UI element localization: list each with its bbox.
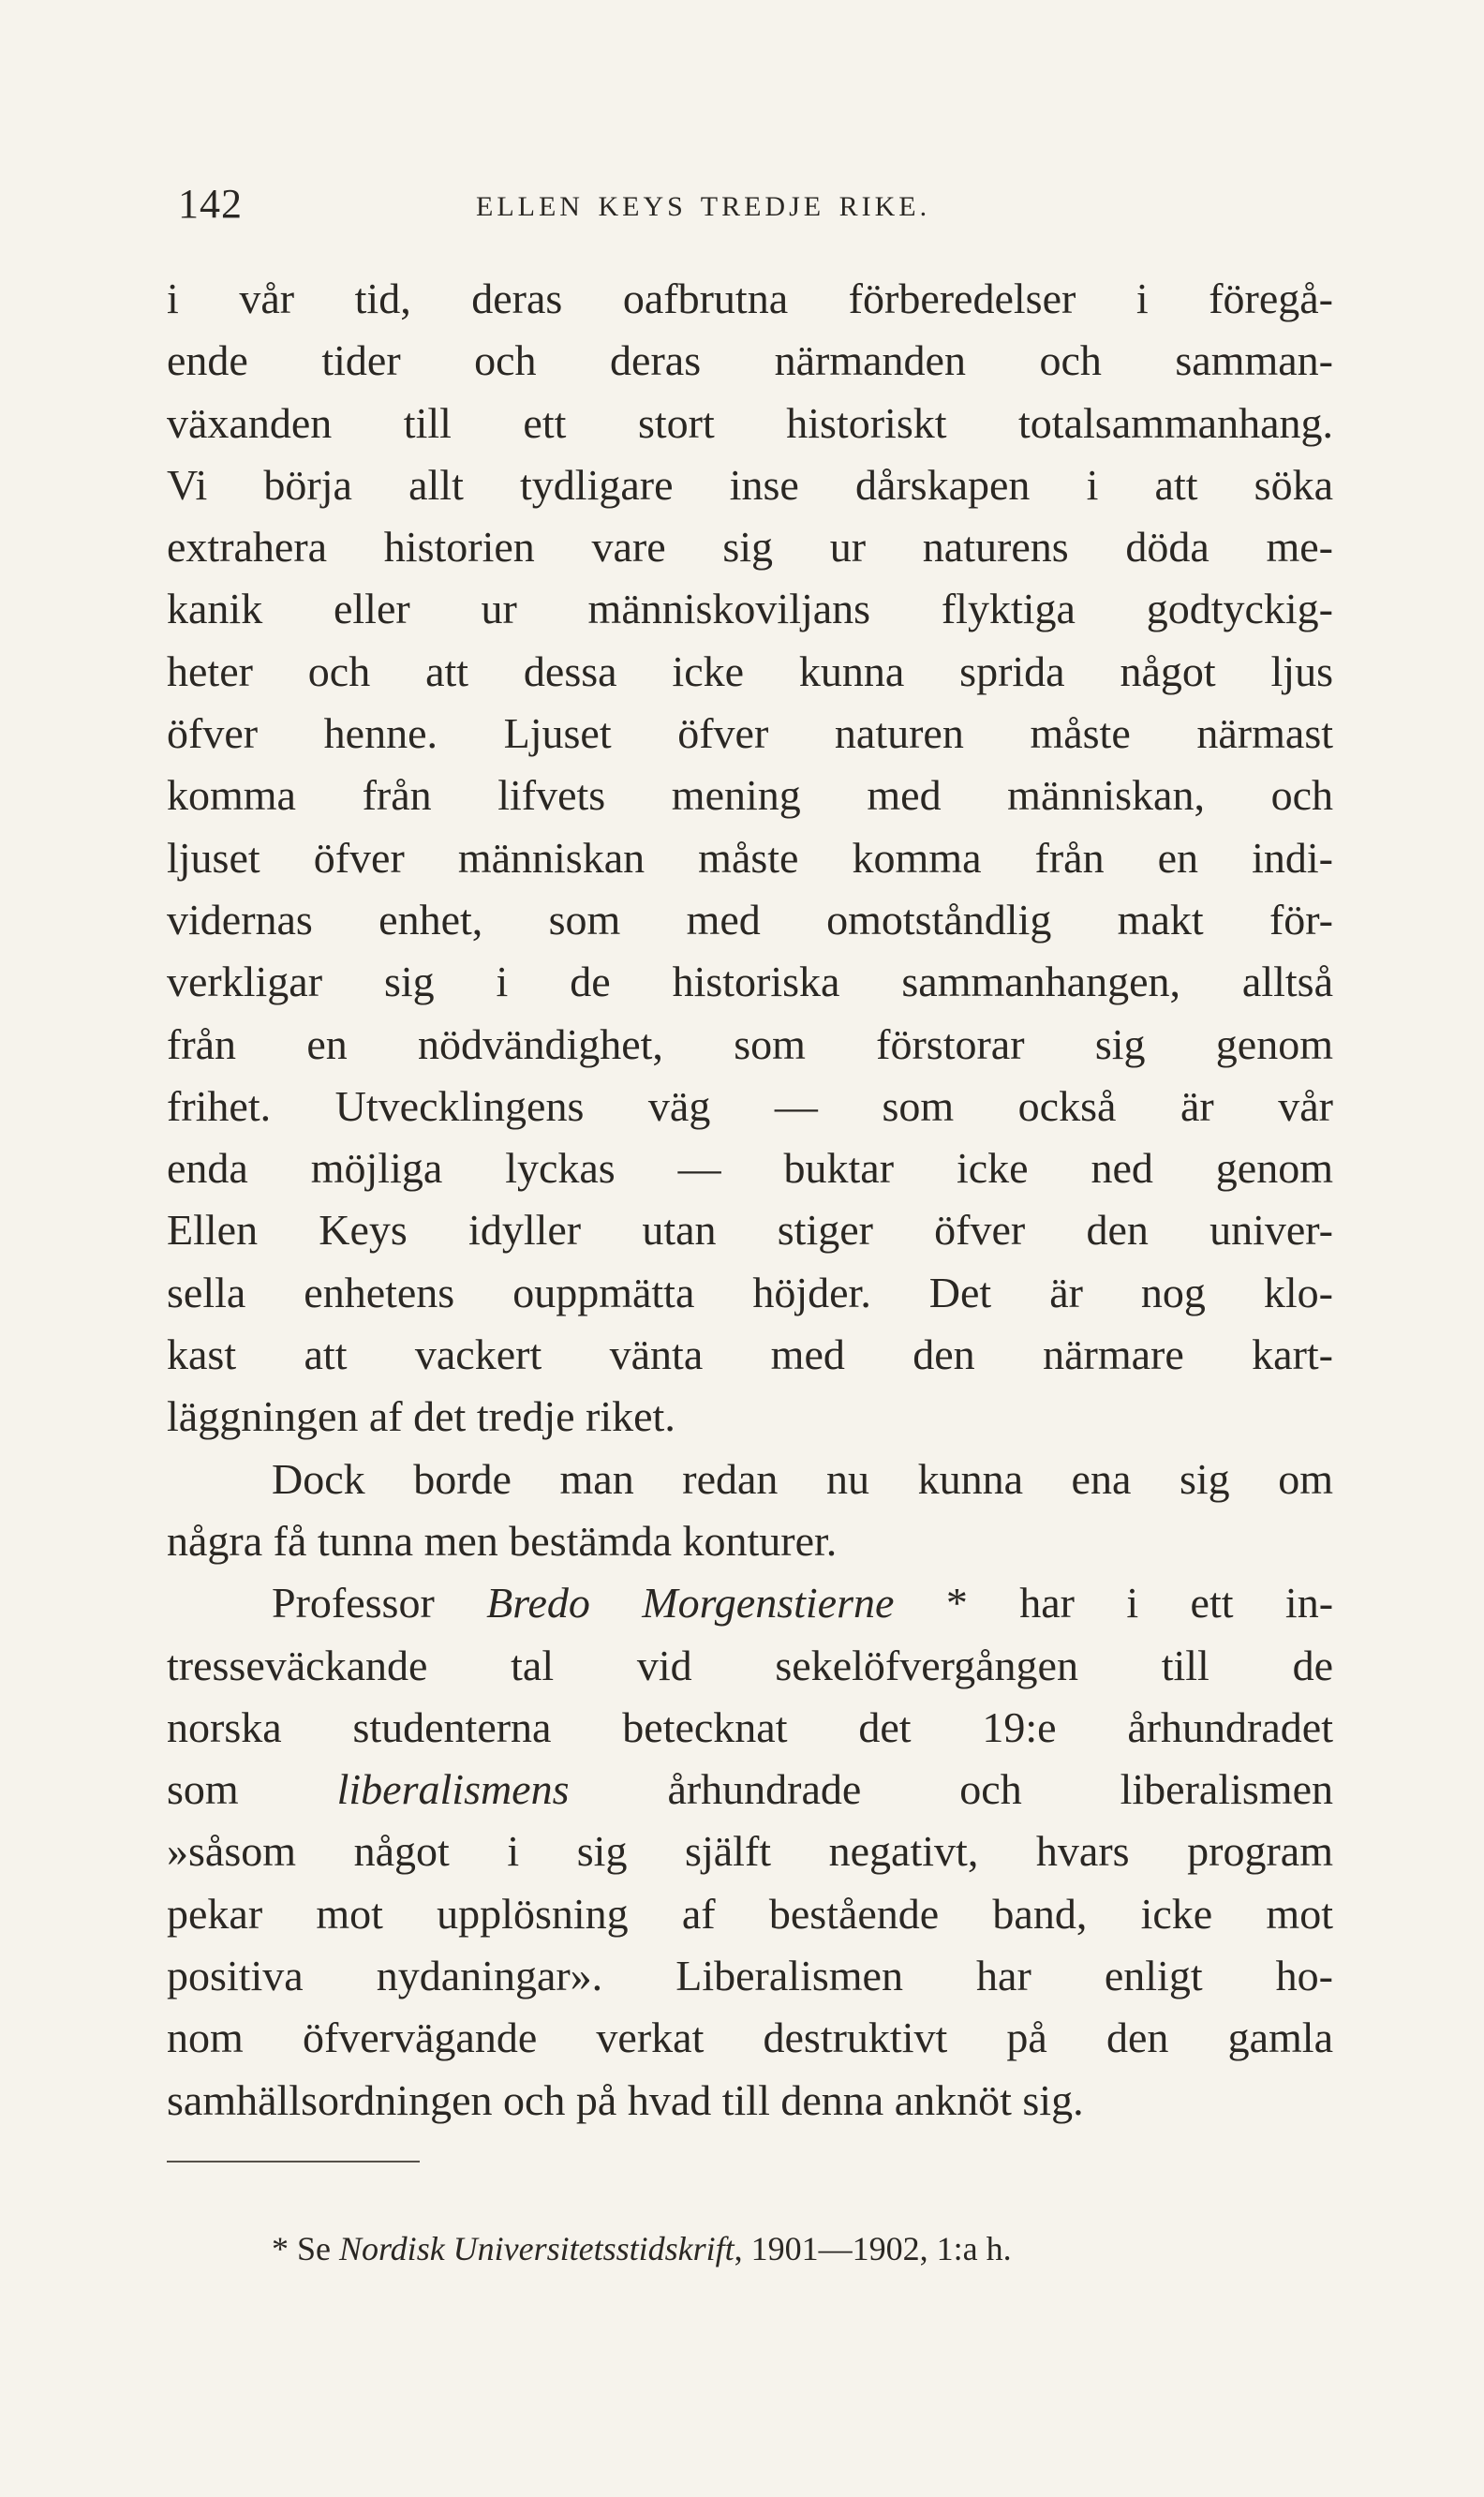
text-line: nom öfvervägande verkat destruktivt på den gamla — [167, 2014, 1333, 2062]
text-line: Ellen Keys idyller utan stiger öfver den univer- — [167, 1206, 1333, 1255]
text-span: har i ett in- — [1019, 1579, 1334, 1628]
text-line: Vi börja allt tydligare inse dårskapen i att söka — [167, 460, 1333, 509]
text-line: enda möjliga lyckas — buktar icke ned genom — [167, 1144, 1333, 1193]
footnote-marker: * — [894, 1579, 1020, 1628]
text-span: Professor — [272, 1579, 487, 1628]
emphasis: liberalismens — [336, 1765, 570, 1814]
text-line: ende tider och deras närmanden och samman- — [167, 336, 1333, 385]
author-name: Bredo Morgenstierne — [486, 1579, 895, 1628]
text-line: »såsom något i sig själft negativt, hvars program — [167, 1827, 1333, 1876]
text-line — [167, 1572, 1333, 1634]
text-line: från en nödvändighet, som förstorar sig genom — [167, 1019, 1333, 1068]
footnote — [272, 2221, 1302, 2277]
text-span: som — [167, 1765, 337, 1814]
text-line: Dock borde man redan nu kunna ena sig om — [272, 1454, 1333, 1503]
text-line: öfver henne. Ljuset öfver naturen måste närmast — [167, 709, 1333, 758]
footnote-rule — [167, 2161, 420, 2163]
text-line: sella enhetens ouppmätta höjder. Det är nog klo- — [167, 1268, 1333, 1316]
text-line — [167, 1759, 1333, 1821]
footnote-text: , 1901—1902, 1:a h. — [734, 2230, 1012, 2267]
footnote-text: * Se — [272, 2230, 339, 2267]
text-line: extrahera historien vare sig ur naturens döda me- — [167, 523, 1333, 572]
text-line: frihet. Utvecklingens väg — som också är vår — [167, 1081, 1333, 1130]
text-line: samhällsordningen och på hvad till denna anknöt sig. — [167, 2075, 1084, 2124]
text-line: växanden till ett stort historiskt totalsammanhang. — [167, 398, 1333, 447]
text-line: kast att vackert vänta med den närmare kart- — [167, 1330, 1333, 1379]
text-line: tresseväckande tal vid sekelöfvergången till de — [167, 1641, 1333, 1689]
text-span: århundrade och liberalismen — [569, 1765, 1333, 1814]
page-header — [178, 180, 1330, 236]
text-line: heter och att dessa icke kunna sprida något ljus — [167, 647, 1333, 695]
body-text — [167, 268, 1333, 2132]
text-line: i vår tid, deras oafbrutna förberedelser i föregå- — [167, 275, 1333, 322]
text-line: ljuset öfver människan måste komma från en indi- — [167, 833, 1333, 882]
text-line: norska studenterna betecknat det 19:e århundradet — [167, 1702, 1333, 1751]
text-line: positiva nydaningar». Liberalismen har enligt ho- — [167, 1952, 1333, 2000]
running-title: ELLEN KEYS TREDJE RIKE. — [476, 191, 931, 222]
text-line: läggningen af det tredje riket. — [167, 1392, 675, 1441]
text-line: några få tunna men bestämda konturer. — [167, 1516, 838, 1565]
text-line: verkligar sig i de historiska sammanhangen, alltså — [167, 958, 1333, 1006]
page-number: 142 — [178, 181, 243, 227]
journal-title: Nordisk Universitetsstidskrift — [339, 2230, 735, 2267]
text-line: kanik eller ur människoviljans flyktiga godtyckig- — [167, 585, 1333, 633]
text-line: pekar mot upplösning af bestående band, icke mot — [167, 1889, 1333, 1938]
text-line: vidernas enhet, som med omotståndlig makt för- — [167, 895, 1333, 944]
text-line: komma från lifvets mening med människan, och — [167, 771, 1333, 820]
